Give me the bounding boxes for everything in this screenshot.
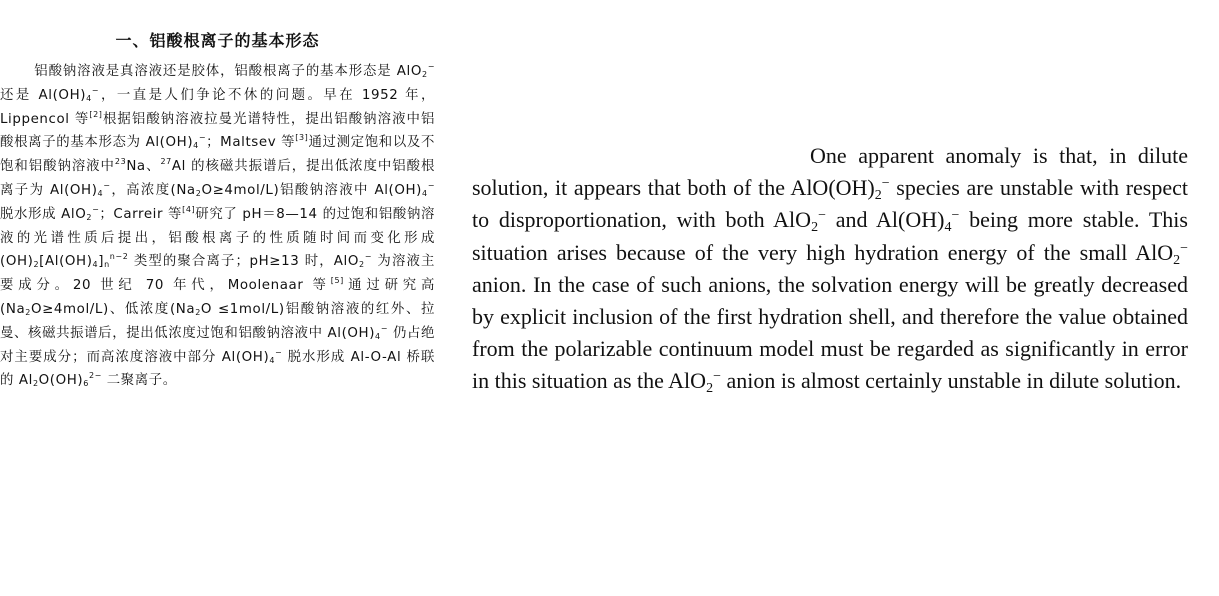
superscript: − <box>275 347 283 357</box>
subscript: 2 <box>195 307 201 317</box>
superscript: [3] <box>295 133 309 143</box>
superscript: [2] <box>89 109 103 119</box>
superscript: − <box>380 323 389 333</box>
superscript: − <box>713 369 721 385</box>
superscript: [5] <box>330 276 344 286</box>
subscript: 4 <box>375 331 381 341</box>
subscript: 2 <box>359 260 365 270</box>
superscript: 2− <box>88 371 102 381</box>
subscript: 4 <box>97 188 104 198</box>
superscript: − <box>92 204 100 214</box>
superscript: − <box>427 62 435 71</box>
subscript: n <box>104 260 110 270</box>
superscript: 27 <box>160 157 172 167</box>
subscript: 4 <box>193 141 199 151</box>
superscript: − <box>951 208 960 224</box>
superscript: − <box>103 180 111 190</box>
subscript: 2 <box>706 381 714 397</box>
superscript: 23 <box>114 157 127 167</box>
subscript: 2 <box>33 260 40 270</box>
subscript: 2 <box>1173 252 1181 268</box>
subscript: 2 <box>421 70 428 79</box>
chinese-text-panel <box>0 0 435 596</box>
subscript: 4 <box>944 220 952 236</box>
subscript: 2 <box>195 188 202 198</box>
english-paragraph-text: One apparent anomaly is that, in dilute solution, it appears that both of the $AlO(OH)_2^-$ species are unstable with respect to disproportionation, with both AlO$_2$− and $Al(OH)_4^-$ being more stable. This situation arises because of the very high hydration energy of the small AlO$_2$− anion. In the case of such anions, the solvation energy will be greatly decreased by explicit inclusion of the first hydration shell, and therefore the value obtained from the polarizable continuum model must be regarded as significantly in error in this situation as the AlO$_2$− anion is almost certainly unstable in dilute solution. <box>472 143 1188 397</box>
subscript: 2 <box>25 307 31 317</box>
chinese-section-title: 一、铝酸根离子的基本形态 <box>115 31 320 50</box>
subscript: 4 <box>92 260 99 270</box>
superscript: − <box>818 208 826 224</box>
superscript: [4] <box>182 204 196 214</box>
subscript: 2 <box>811 220 819 236</box>
superscript: − <box>91 85 100 95</box>
superscript: − <box>881 176 890 192</box>
chinese-paragraph-text: 铝酸钠溶液是真溶液还是胶体，铝酸根离子的基本形态是 AlO$_2$− 还是 $Al(OH)_4^-$，一直是人们争论不休的问题。早在 1952 年，Lippencol 等[2]根据铝酸钠溶液拉曼光谱特性，提出铝酸钠溶液中铝酸根离子的基本形态为 $Al(OH)_4^-$；Maltsev 等[3]通过测定饱和以及不饱和铝酸钠溶液中$^{23}$Na、$^{27}$Al 的核磁共振谱后，提出低浓度中铝酸根离子为 $Al(OH)_4^-$，高浓度$(Na_2O\ge 4mol/L)$铝酸钠溶液中 $Al(OH)_4^-$ 脱水形成 AlO$_2$−；Carreir 等[4]研究了 pH＝8—14 的过饱和铝酸钠溶液的光谱性质后提出，铝酸根离子的性质随时间而变化形成$(OH)_2[Al(OH)_4]_n^{n-2}$ 类型的聚合离子；pH≥13 时，AlO$_2$− 为溶液主要成分。20 世纪 70 年代，Moolenaar 等[5]通过研究高$(Na_2O\ge 4mol/L)$、低浓度$(Na_2O \le 1mol/L)$铝酸钠溶液的红外、拉曼、核磁共振谱后，提出低浓度过饱和铝酸钠溶液中 $Al(OH)_4^-$ 仍占绝对主要成分；而高浓度溶液中部分 $Al(OH)_4^-$ 脱水形成 Al-O-Al 桥联的 $Al_2O(OH)_6^{2-}$ 二聚离子。 <box>0 62 435 389</box>
subscript: 4 <box>421 188 428 198</box>
superscript: − <box>198 133 207 143</box>
chinese-paragraph <box>0 60 435 393</box>
subscript: 4 <box>86 93 92 103</box>
superscript: − <box>364 252 373 262</box>
subscript: 4 <box>269 355 276 365</box>
subscript: 2 <box>86 212 93 222</box>
superscript: − <box>1180 240 1188 256</box>
english-paragraph <box>472 140 1188 398</box>
superscript: n−2 <box>109 252 129 262</box>
subscript: 2 <box>874 188 882 204</box>
superscript: − <box>427 180 435 190</box>
subscript: 2 <box>32 379 39 389</box>
subscript: 6 <box>83 379 89 389</box>
